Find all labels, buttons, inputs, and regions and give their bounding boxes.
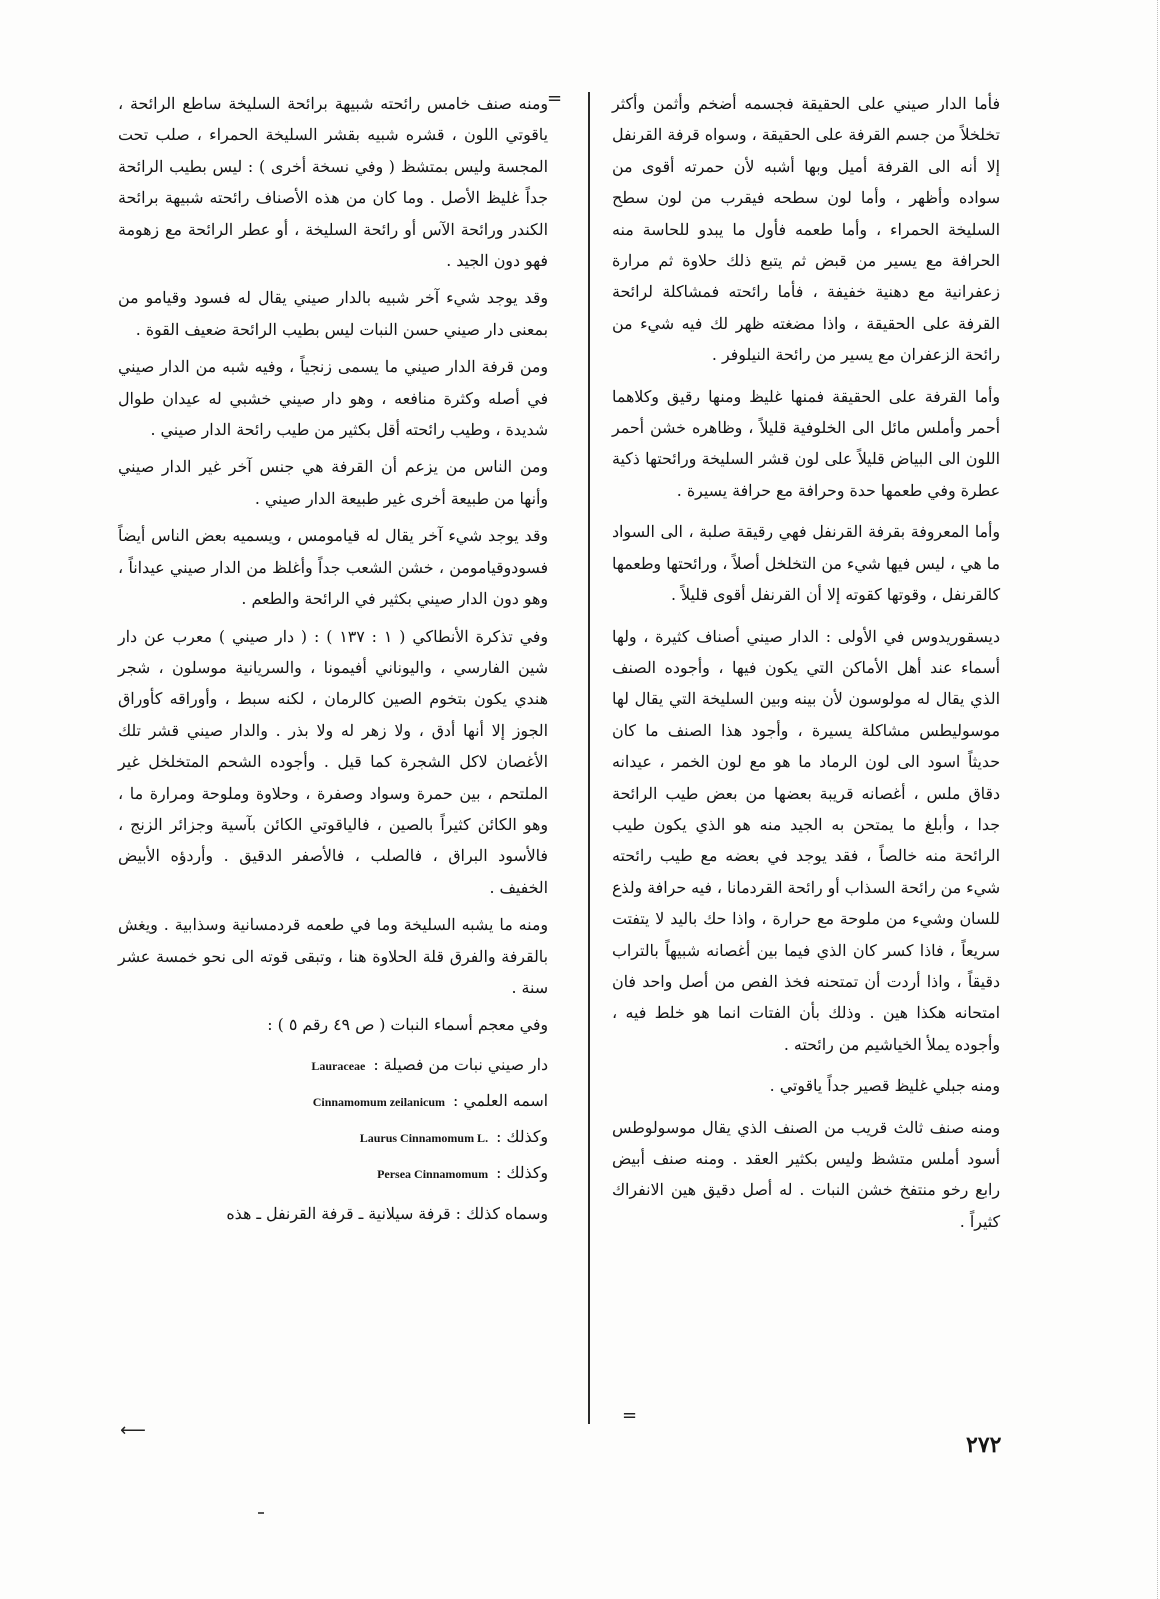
page-number: ٢٧٢ [966,1432,1002,1458]
paragraph: ديسقوريدوس في الأولى : الدار صيني أصناف كثيرة ، ولها أسماء عند أهل الأماكن التي يكون فيها ، وأجوده الصنف الذي يقال له مولوسون لأن بينه وبين السليخة التي يقال لها موسوليطس مشاكلة يسيرة ، وأجود هذا الصنف ما كان حديثاً اسود الى لون الرماد ما هو مع لون الخمر ، عيدانه دقاق ملس ، أغصانه قريبة بعضها من بعض طيب الرائحة جدا ، وأبلغ ما يمتحن به الجيد منه هو الذي يكون طيب الرائحة منه خالصاً ، فقد يوجد في بعضه مع طيب رائحته شيء من رائحة السذاب أو رائحة القردمانا ، فيه حرافة ولذع للسان وشيء من ملوحة مع حرارة ، واذا حك باليد لا يتفتت سريعاً ، فاذا كسر كان الذي فيما بين أغصانه شبيهاً بالتراب دقيقاً ، واذا أردت أن تمتحنه فخذ الفص من أصل واحد فان امتحانه هكذا هين . وذلك بأن الفتات انما هو خلط فيه ، وأجوده يملأ الخياشيم من رائحته . [612,626,1000,1054]
paragraph: وأما المعروفة بقرفة القرنفل فهي رقيقة صلبة ، الى السواد ما هي ، ليس فيها شيء من التخلخل أصلاً ، ورائحتها وطعمها كالقرنفل ، وقوتها كقوته إلا أن القرنفل أقوى قليلاً . [612,522,1000,605]
paragraph: ومن الناس من يزعم أن القرفة هي جنس آخر غير الدار صيني وأنها من طبيعة أخرى غير طبيعة الدار صيني . [118,457,548,508]
top-mark: = [547,88,563,109]
synonym-latin: Laurus Cinnamomum L. [359,1130,489,1145]
synonym-list [118,1055,548,1229]
synonym-latin: Cinnamomum zeilanicum [312,1094,446,1109]
synonym-latin: Persea Cinnamomum [377,1166,489,1181]
scan-speck [258,1512,264,1514]
synonym-row [118,1055,548,1091]
synonym-arabic: دار صيني نبات من فصيلة : [373,1054,548,1074]
synonym-arabic: اسمه العلمي : [453,1090,548,1110]
synonym-arabic: وكذلك : [496,1162,548,1182]
synonym-row [118,1127,548,1163]
column-divider [588,92,590,1424]
paragraph: ومنه ما يشبه السليخة وما في طعمه قردمسانية وسذابية . ويغش بالقرفة والفرق قلة الحلاوة هنا ، وتبقى قوته الى نحو خمسة عشر سنة . [118,915,548,997]
continuation-arrow-icon: ⟵ [120,1420,146,1441]
paragraph: فأما الدار صيني على الحقيقة فجسمه أضخم وأثمن وأكثر تخلخلاً من جسم القرفة على الحقيقة ، وسواه قرفة القرنفل إلا أنه الى القرفة أميل وبها أشبه لأن حمرته أقوى من سواده وأظهر ، وأما لون سطحه فيقرب من لون سطح السليخة الحمراء ، وأما طعمه فأول ما يبدو للحاسة منه الحرافة مع يسير من قبض ثم يتبع ذلك حلاوة ثم مرارة زعفرانية مع دهنية خفيفة ، فأما رائحته فمشاكلة لرائحة القرفة على الحقيقة ، واذا مضغته ظهر لك فيه شيء من رائحة الزعفران مع يسير من رائحة النيلوفر . [612,94,1000,365]
paragraph: وقد يوجد شيء آخر يقال له قيامومس ، ويسميه بعض الناس أيضاً فسودوقيامومن ، خشن الشعب جداً وأغلظ من الدار صيني عيداناً ، وهو دون الدار صيني بكثير في الرائحة والطعم . [118,526,548,609]
final-line: وسماه كذلك : قرفة سيلانية ـ قرفة القرنفل ـ هذه [226,1203,548,1223]
paragraph: وفي تذكرة الأنطاكي ( ١ : ١٣٧ ) : ( دار صيني ) معرب عن دار شين الفارسي ، واليوناني أفيمونا ، والسريانية موسلون ، شجر هندي يكون بتخوم الصين كالرمان ، لكنه سبط ، وأوراقه كأوراق الجوز إلا أنها أدق ، ولا زهر له ولا بذر . والدار صيني قشر تلك الأغصان لاكل الشجرة كما قيل . وأجوده الشحم المتخلخل غير الملتحم ، بين حمرة وسواد وصفرة ، وحلاوة وملوحة ومرارة ما ، وهو الكائن كثيراً بالصين ، فالياقوتي الكائن بآسية وجزائر الزنج ، فالأسود البراق ، فالصلب ، فالأصفر الدقيق . وأردؤه الأبيض الخفيف . [118,626,548,897]
paragraph: وفي معجم أسماء النبات ( ص ٤٩ رقم ٥ ) : [267,1015,548,1035]
paragraph: ومنه صنف خامس رائحته شبيهة برائحة السليخة ساطع الرائحة ، ياقوتي اللون ، قشره شبيه بقشر السليخة الحمراء ، صلب تحت المجسة وليس بمتشظ ( وفي نسخة أخرى ) : ليس بطيب الرائحة جداً غليظ الأصل . وما كان من هذه الأصناف رائحته شبيهة برائحة الكندر ورائحة الآس أو رائحة السليخة ، أو عطر الرائحة مع زهومة فهو دون الجيد . [118,94,548,271]
paragraph: وقد يوجد شيء آخر شبيه بالدار صيني يقال له فسود وقيامو من بمعنى دار صيني حسن النبات ليس بطيب الرائحة ضعيف القوة . [118,288,548,339]
right-column [612,88,1000,1243]
synonym-row [118,1163,548,1199]
left-column [118,88,548,1229]
synonym-latin: Lauraceae [311,1058,366,1073]
paragraph: ومنه صنف ثالث قريب من الصنف الذي يقال موسولوطس أسود أملس متشظ وليس بكثير العقد . ومنه صنف أبيض رابع رخو منتفخ خشن النبات . له أصل دقيق هين الانفراك كثيراً . [612,1117,1000,1231]
synonym-arabic: وكذلك : [496,1126,548,1146]
paragraph: ومن قرفة الدار صيني ما يسمى زنجياً ، وفيه شبه من الدار صيني في أصله وكثرة منافعه ، وهو دار صيني خشبي له عيدان طوال شديدة ، وطيب رائحته أقل بكثير من طيب رائحة الدار صيني . [118,357,548,440]
synonym-row [118,1091,548,1127]
bottom-mark: = [622,1405,638,1426]
paragraph: وأما القرفة على الحقيقة فمنها غليظ ومنها رقيق وكلاهما أحمر وأملس مائل الى الخلوفية قليلاً ، وظاهره خشن أحمر اللون الى البياض قليلاً على لون قشر السليخة ورائحتها ذكية عطرة وفي طعمها حدة وحرافة مع حرافة يسيرة . [612,386,1000,500]
scan-edge [1156,0,1158,1599]
paragraph: ومنه جبلي غليظ قصير جداً ياقوتي . [769,1076,1000,1096]
